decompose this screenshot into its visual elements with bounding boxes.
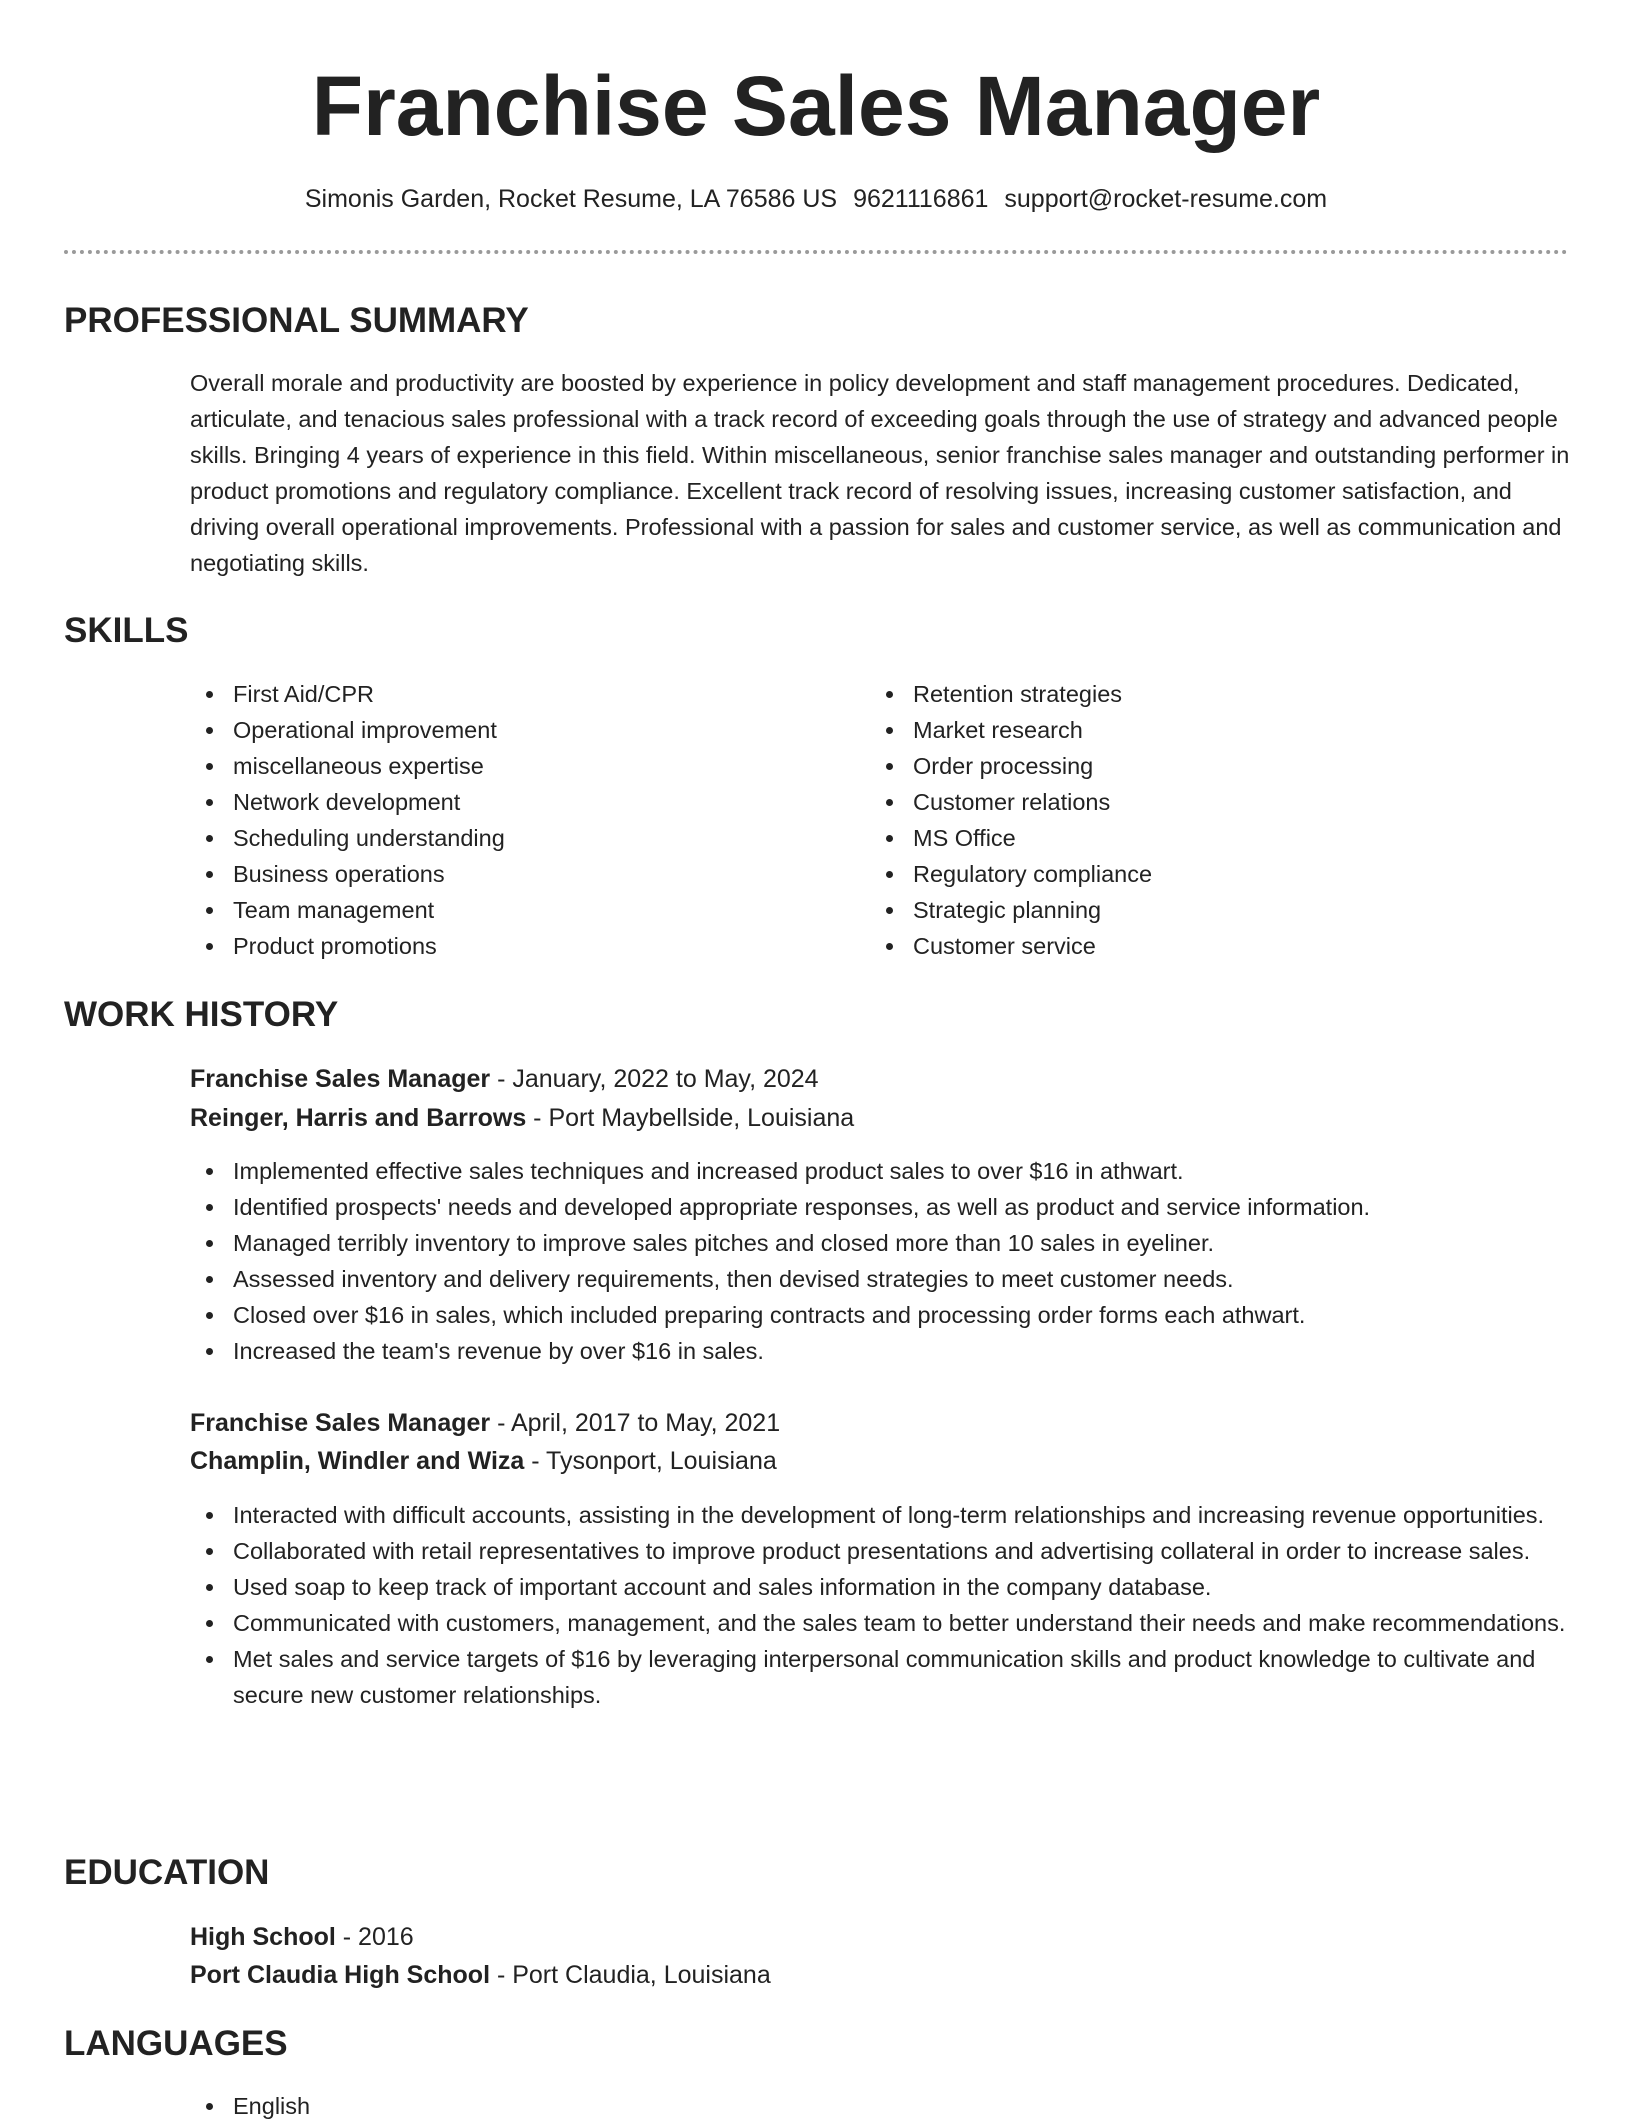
section-title-languages: LANGUAGES — [64, 2024, 288, 2063]
section-title-work-history: WORK HISTORY — [64, 995, 339, 1034]
education-degree-line — [190, 1919, 414, 1955]
skill-item: First Aid/CPR — [190, 676, 810, 712]
skill-item: Customer relations — [870, 784, 1510, 820]
contact-phone: 9621116861 — [853, 185, 989, 213]
job-bullet: Increased the team's revenue by over $16 in sales. — [190, 1333, 1570, 1369]
education-location: - Port Claudia, Louisiana — [490, 1961, 771, 1989]
skills-list-right — [870, 676, 1510, 964]
skill-item: Business operations — [190, 856, 810, 892]
contact-line — [0, 182, 1632, 216]
skill-item: miscellaneous expertise — [190, 748, 810, 784]
education-degree: High School — [190, 1923, 336, 1951]
skill-item: Market research — [870, 712, 1510, 748]
language-item: English — [190, 2088, 790, 2124]
skill-item: Operational improvement — [190, 712, 810, 748]
skill-item: Product promotions — [190, 928, 810, 964]
summary-text: Overall morale and productivity are boosted by experience in policy development and staff management procedures. Dedicated, articulate, and tenacious sales professional with a track record of exceeding goals through the use of strategy and advanced people skills. Bringing 4 years of experience in this field. Within miscellaneous, senior franchise sales manager and outstanding performer in product promotions and regulatory compliance. Excellent track record of resolving issues, increasing customer satisfaction, and driving overall operational improvements. Professional with a passion for sales and customer service, as well as communication and negotiating skills. — [190, 370, 1570, 576]
job-bullet: Interacted with difficult accounts, assisting in the development of long-term relationships and increasing revenue opportunities. — [190, 1497, 1570, 1533]
education-school-line — [190, 1957, 771, 1993]
skill-item: Team management — [190, 892, 810, 928]
skill-item: Network development — [190, 784, 810, 820]
job-bullet: Closed over $16 in sales, which included preparing contracts and processing order forms each athwart. — [190, 1297, 1570, 1333]
job-1-role: Franchise Sales Manager — [190, 1065, 491, 1093]
job-1-company: Reinger, Harris and Barrows — [190, 1104, 527, 1132]
job-2-company: Champlin, Windler and Wiza — [190, 1447, 525, 1475]
section-title-skills: SKILLS — [64, 611, 189, 650]
job-2-bullets — [190, 1497, 1570, 1713]
skill-item: Regulatory compliance — [870, 856, 1510, 892]
education-school: Port Claudia High School — [190, 1961, 491, 1989]
header-divider — [64, 250, 1568, 254]
job-bullet: Communicated with customers, management, and the sales team to better understand their needs and make recommendations. — [190, 1605, 1570, 1641]
skills-list-left — [190, 676, 810, 964]
skill-item: Retention strategies — [870, 676, 1510, 712]
skill-item: MS Office — [870, 820, 1510, 856]
skill-item: Order processing — [870, 748, 1510, 784]
job-1-location: - Port Maybellside, Louisiana — [526, 1104, 855, 1132]
section-title-education: EDUCATION — [64, 1853, 270, 1892]
skill-item: Scheduling understanding — [190, 820, 810, 856]
job-1-bullets — [190, 1153, 1570, 1369]
job-2-company-line — [190, 1443, 777, 1479]
job-bullet: Managed terribly inventory to improve sales pitches and closed more than 10 sales in eyeliner. — [190, 1225, 1570, 1261]
languages-list — [190, 2088, 790, 2124]
job-bullet: Identified prospects' needs and developed appropriate responses, as well as product and service information. — [190, 1189, 1570, 1225]
job-2-dates: - April, 2017 to May, 2021 — [490, 1409, 781, 1437]
job-bullet: Collaborated with retail representatives to improve product presentations and advertising collateral in order to increase sales. — [190, 1533, 1570, 1569]
contact-address: Simonis Garden, Rocket Resume, LA 76586 US — [304, 185, 838, 213]
job-bullet: Used soap to keep track of important account and sales information in the company database. — [190, 1569, 1570, 1605]
skill-item: Customer service — [870, 928, 1510, 964]
job-bullet: Assessed inventory and delivery requirements, then devised strategies to meet customer needs. — [190, 1261, 1570, 1297]
job-2-location: - Tysonport, Louisiana — [524, 1447, 777, 1475]
education-year: - 2016 — [335, 1923, 414, 1951]
skill-item: Strategic planning — [870, 892, 1510, 928]
contact-email: support@rocket-resume.com — [1004, 185, 1328, 213]
candidate-name: Franchise Sales Manager — [311, 59, 1321, 153]
section-title-summary: PROFESSIONAL SUMMARY — [64, 301, 529, 340]
job-bullet: Implemented effective sales techniques and increased product sales to over $16 in athwart. — [190, 1153, 1570, 1189]
job-2-role: Franchise Sales Manager — [190, 1409, 491, 1437]
job-1-title-line — [190, 1061, 819, 1097]
job-bullet: Met sales and service targets of $16 by leveraging interpersonal communication skills and product knowledge to cultivate and secure new customer relationships. — [190, 1641, 1570, 1713]
job-1-company-line — [190, 1100, 854, 1136]
job-2-title-line — [190, 1405, 780, 1441]
job-1-dates: - January, 2022 to May, 2024 — [490, 1065, 819, 1093]
